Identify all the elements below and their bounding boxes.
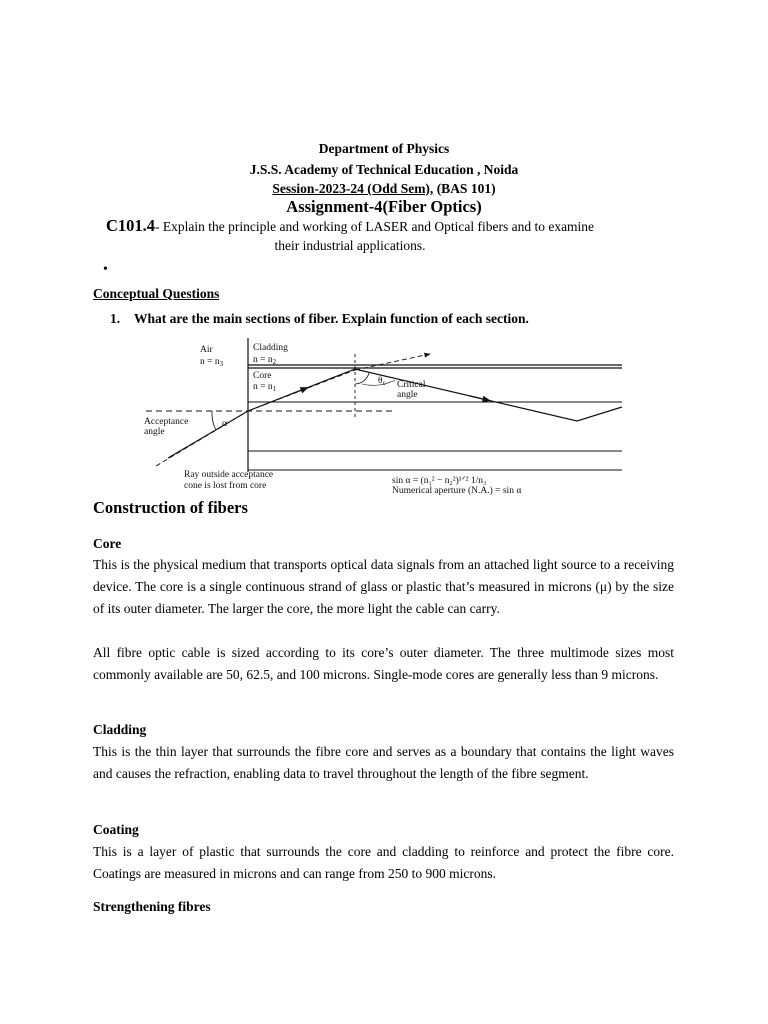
question-number: 1. <box>110 311 121 326</box>
course-objective <box>106 216 666 255</box>
ray-lost-label-2: cone is lost from core <box>184 481 267 491</box>
course-code: (BAS 101) <box>436 181 496 196</box>
fiber-diagram <box>140 334 630 498</box>
acceptance-angle-arc <box>212 411 216 430</box>
formula-label: sin α = (n₁² − n₂²)¹ᐟ² 1/n₃ <box>392 476 487 486</box>
conceptual-heading: Conceptual Questions <box>93 286 220 301</box>
objective-text-line2: their industrial applications. <box>274 238 426 253</box>
institute-name: J.S.S. Academy of Technical Education , Noida <box>249 162 519 177</box>
core-index: $n = n_1$ <box>253 382 277 393</box>
department-title: Department of Physics <box>318 141 450 156</box>
stray-mark: • <box>103 262 108 277</box>
theta-label: $\theta_c$ <box>378 376 386 387</box>
question-text: What are the main sections of fiber. Explain function of each section. <box>134 311 529 326</box>
construction-heading: Construction of fibers <box>93 498 248 517</box>
alpha-label: α <box>222 419 227 429</box>
coating-heading: Coating <box>93 822 139 837</box>
air-index: $n = n_3$ <box>200 357 224 368</box>
assignment-title: Assignment-4(Fiber Optics) <box>286 197 482 216</box>
objective-code: C101.4 <box>106 216 156 235</box>
critical-label-1: Critical <box>397 380 426 390</box>
core-heading: Core <box>93 536 122 551</box>
objective-text-line1: - Explain the principle and working of LASER and Optical fibers and to examine <box>155 219 595 234</box>
critical-angle-arc <box>355 373 369 384</box>
core-paragraph-1: This is the physical medium that transports optical data signals from an attached light source to a receiving device. The core is a single continuous strand of glass or plastic that’s measured in microns (μ) by the size of its outer diameter. The larger the core, the more light the cable can carry. <box>93 557 674 616</box>
coating-paragraph: This is a layer of plastic that surrounds the core and cladding to reinforce and protect the fibre core. Coatings are measured in microns and can range from 250 to 900 microns. <box>93 844 674 881</box>
cladding-paragraph: This is the thin layer that surrounds the fibre core and serves as a boundary that contains the light waves and causes the refraction, enabling data to travel throughout the length of the fibre segment. <box>93 744 674 781</box>
cladding-heading: Cladding <box>93 722 147 737</box>
air-label: Air <box>200 345 213 355</box>
core-paragraph-2: All fibre optic cable is sized according to its core’s outer diameter. The three multimode sizes most commonly available are 50, 62.5, and 100 microns. Single-mode cores are generally less than 9 microns. <box>93 645 674 682</box>
numerical-aperture-label: Numerical aperture (N.A.) = sin α <box>392 486 522 496</box>
core-label: Core <box>253 371 272 381</box>
cladding-label: Cladding <box>253 343 288 353</box>
guided-ray <box>248 369 622 421</box>
question-1 <box>110 311 529 327</box>
session-text: Session-2023-24 (Odd Sem), <box>272 181 434 196</box>
acceptance-label-2: angle <box>144 427 165 437</box>
ray-lost-label-1: Ray outside acceptance <box>184 470 274 480</box>
cladding-index: $n = n_2$ <box>253 355 277 366</box>
session-line <box>0 181 768 197</box>
acceptance-label-1: Acceptance <box>144 417 189 427</box>
strengthening-heading: Strengthening fibres <box>93 899 211 914</box>
critical-label-2: angle <box>397 390 418 400</box>
